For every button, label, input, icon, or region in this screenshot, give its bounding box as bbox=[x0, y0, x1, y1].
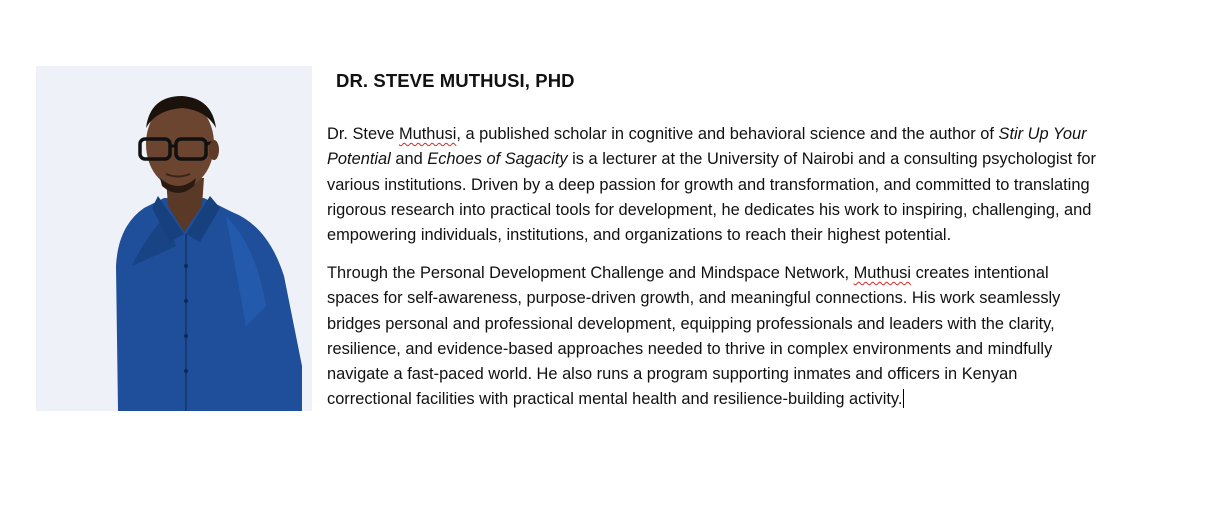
bio-p2-line-6 bbox=[327, 387, 1162, 412]
bio-p1-line-2 bbox=[327, 147, 1162, 172]
text-run: creates intentional bbox=[911, 264, 1049, 282]
bio-p2-line-5: navigate a fast-paced world. He also runs a program supporting inmates and officers in Kenyan bbox=[327, 365, 1018, 384]
spellcheck-flagged-word[interactable]: Muthusi bbox=[853, 264, 912, 282]
bio-paragraph-1 bbox=[327, 122, 1162, 248]
bio-p1-line-5: empowering individuals, institutions, and organizations to reach their highest potential. bbox=[327, 226, 952, 245]
book-title-italic: Echoes of Sagacity bbox=[427, 150, 568, 169]
text-run: Dr. Steve bbox=[327, 125, 399, 143]
book-title-italic: Potential bbox=[327, 150, 391, 169]
profile-name-heading: DR. STEVE MUTHUSI, PHD bbox=[336, 70, 575, 91]
text-run: and bbox=[390, 150, 428, 169]
bio-paragraph-2 bbox=[327, 261, 1162, 413]
bio-p1-line-4: rigorous research into practical tools for development, he dedicates his work to inspiring, challenging, and bbox=[327, 200, 1092, 219]
portrait-photo bbox=[36, 66, 312, 411]
portrait-illustration bbox=[36, 66, 312, 411]
spellcheck-flagged-word[interactable]: Muthusi bbox=[398, 125, 457, 143]
text-run: , a published scholar in cognitive and behavioral science and the author of bbox=[456, 125, 999, 143]
bio-p1-line-3: various institutions. Driven by a deep passion for growth and transformation, and committed to translating bbox=[327, 175, 1090, 194]
book-title-italic: Stir Up Your bbox=[998, 125, 1087, 143]
bio-p2-line-2: spaces for self-awareness, purpose-driven growth, and meaningful connections. His work seamlessly bbox=[327, 289, 1061, 308]
bio-p2-line-1 bbox=[327, 261, 1162, 286]
bio-p1-line-1 bbox=[327, 122, 1162, 147]
bio-p2-line-3: bridges personal and professional development, equipping professionals and leaders with the clarity, bbox=[327, 314, 1055, 333]
text-run: Through the Personal Development Challenge and Mindspace Network, bbox=[327, 264, 854, 282]
text-cursor bbox=[903, 389, 904, 408]
text-run: is a lecturer at the University of Nairobi and a consulting psychologist for bbox=[567, 150, 1096, 169]
bio-p2-line-4: resilience, and evidence-based approaches needed to thrive in complex environments and mindfully bbox=[327, 339, 1053, 358]
text-run: correctional facilities with practical mental health and resilience-building activity. bbox=[327, 390, 903, 409]
